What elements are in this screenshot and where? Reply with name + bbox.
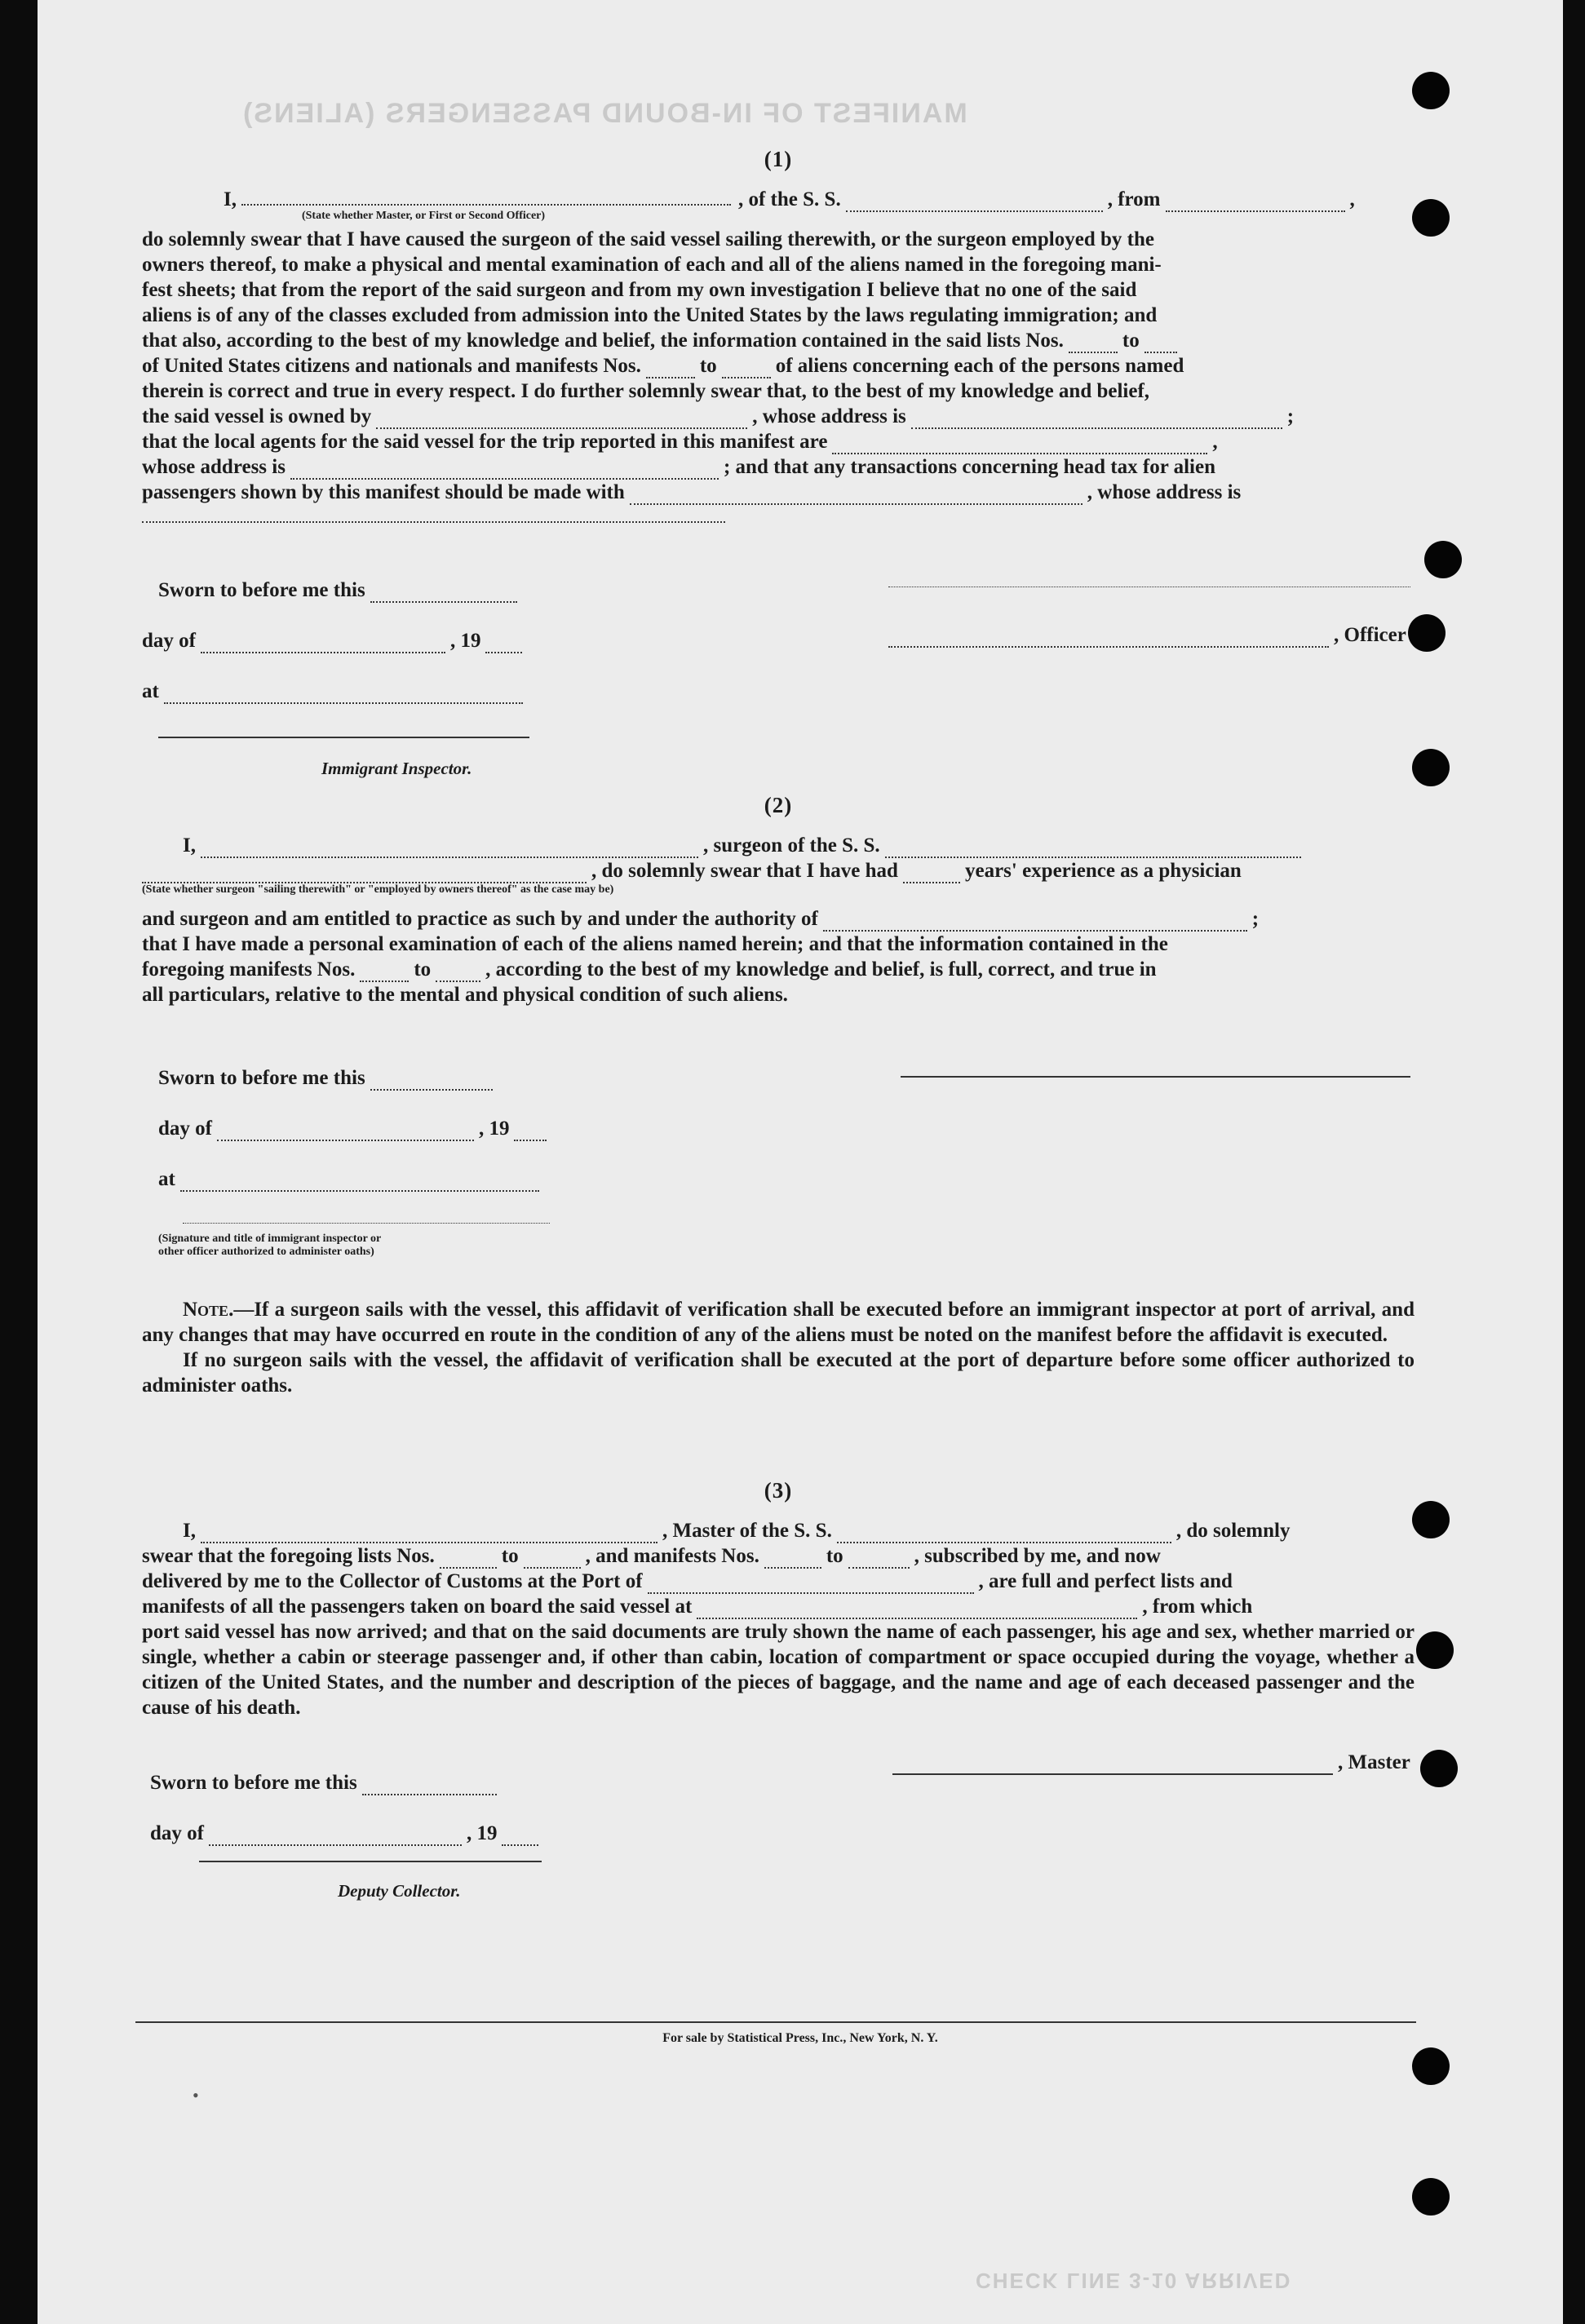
correct-line: therein is correct and true in every respect. I do further solemnly swear that, to the best of my knowledge and belief, [142, 380, 1150, 402]
years-field[interactable] [903, 865, 960, 883]
note-block [142, 1297, 1415, 1398]
surgeon-manifests-from-field[interactable] [360, 964, 409, 982]
section-1-line-3: fest sheets; that from the report of the said surgeon and from my own investigation I believe that no one of the said [142, 279, 1137, 301]
head-tax-contact-field[interactable] [630, 487, 1082, 505]
bleed-through-header: MANIFEST OF IN-BOUND PASSENGERS (ALIENS) [241, 98, 967, 129]
punch-hole [1412, 1501, 1450, 1538]
subscribed-label: , subscribed by me, and now [914, 1545, 1161, 1567]
note-paragraph-1 [142, 1297, 1415, 1348]
lists-from-field[interactable] [1069, 335, 1118, 353]
deputy-collector-signature-line[interactable] [199, 1861, 542, 1862]
day-of-label: day of [142, 630, 196, 652]
from-which-label: , from which [1142, 1596, 1253, 1618]
sworn-date-field[interactable] [370, 1073, 493, 1091]
to-label: to [501, 1545, 519, 1567]
day-of-row [142, 603, 566, 653]
according-label: , according to the best of my knowledge and belief, is full, correct, and true in [485, 958, 1157, 981]
section-3 [142, 1478, 1415, 1916]
year-label: , 19 [449, 630, 481, 652]
year-label: , 19 [478, 1118, 510, 1140]
citizens-line: of United States citizens and nationals and manifests Nos. [142, 355, 641, 377]
passengers-row [142, 480, 1415, 505]
manifests-to-field[interactable] [722, 361, 771, 378]
years-experience-label: years' experience as a physician [964, 860, 1242, 882]
i-label: I, [183, 834, 196, 857]
semicolon: ; [1251, 908, 1260, 930]
surgeon-status-field[interactable] [142, 865, 587, 883]
day-of-field[interactable] [201, 635, 445, 653]
sworn-row [158, 1040, 566, 1091]
personal-exam-line: that I have made a personal examination of each of the aliens named herein; and that the information contained in the [142, 933, 1168, 955]
officer-signature-line-2[interactable] [888, 630, 1329, 648]
and-manifests-label: , and manifests Nos. [585, 1545, 759, 1567]
master-lists-to-field[interactable] [524, 1551, 581, 1569]
affidavit-form [142, 147, 1415, 1916]
section-1-first-line: I, (State whether Master, or First or Second Officer) , of the S. S. , from , [224, 188, 1355, 222]
owner-address-field[interactable] [911, 411, 1282, 429]
authority-field[interactable] [823, 914, 1247, 932]
surgeon-row [183, 833, 1415, 858]
section-1-line-4: aliens is of any of the classes excluded from admission into the United States by the laws regulating immigration; and [142, 304, 1158, 326]
master-name-field[interactable] [201, 1525, 657, 1543]
all-particulars-line: all particulars, relative to the mental and physical condition of such aliens. [142, 984, 788, 1006]
manifest-page [38, 0, 1563, 2324]
at-place-field[interactable] [164, 686, 523, 704]
i-label: I, [224, 188, 237, 210]
section-1-line-5: that also, according to the best of my knowledge and belief, the information contained in the said lists Nos. [142, 330, 1064, 352]
manifests-all-label: manifests of all the passengers taken on board the said vessel at [142, 1596, 693, 1618]
master-row [183, 1518, 1415, 1543]
inspector-signature-line[interactable] [183, 1223, 550, 1224]
punch-hole [1412, 2178, 1450, 2216]
owned-by-row: the said vessel is owned by , whose address is ; [142, 405, 1295, 427]
at-place-field[interactable] [180, 1174, 539, 1192]
delivered-row [142, 1569, 1415, 1594]
master-manifests-from-field[interactable] [764, 1551, 821, 1569]
sworn-row [158, 552, 566, 603]
punch-hole [1412, 749, 1450, 786]
entitled-label: and surgeon and am entitled to practice as such by and under the authority of [142, 908, 818, 930]
surgeon-of-label: , surgeon of the S. S. [702, 834, 880, 857]
passengers-address-row [142, 505, 1415, 523]
vessel-name-field[interactable] [846, 194, 1103, 212]
to-label: to [699, 355, 717, 377]
agents-field[interactable] [832, 436, 1207, 454]
of-ss-label: , of the S. S. [737, 188, 841, 210]
note-text-2: If no surgeon sails with the vessel, the affidavit of verification shall be executed at the port of departure before some officer authorized to administer oaths. [142, 1349, 1415, 1397]
swear-had-label: , do solemnly swear that I have had [591, 860, 898, 882]
inspector-signature-line[interactable] [158, 737, 529, 738]
full-perfect-label: , are full and perfect lists and [978, 1570, 1233, 1592]
punch-hole [1412, 199, 1450, 237]
surgeon-name-field[interactable] [201, 840, 698, 858]
head-tax-label: ; and that any transactions concerning head tax for alien [723, 456, 1215, 478]
from-label: , from [1107, 188, 1161, 210]
sworn-date-field[interactable] [362, 1777, 497, 1795]
surgeon-status-row [142, 858, 1415, 883]
footer-rule [135, 2021, 1416, 2023]
master-label: , Master [1338, 1751, 1410, 1773]
sworn-date-field[interactable] [370, 585, 517, 603]
swear-lists-label: swear that the foregoing lists Nos. [142, 1545, 435, 1567]
ink-speck: • [193, 2085, 199, 2105]
master-manifests-to-field[interactable] [848, 1551, 910, 1569]
punch-hole [1420, 1750, 1458, 1787]
day-of-field[interactable] [217, 1123, 474, 1141]
section-1-manifests-row [142, 353, 1415, 378]
foregoing-row [142, 957, 1415, 982]
agents-address-row [142, 454, 1415, 480]
agents-label: that the local agents for the said vessel for the trip reported in this manifest are [142, 431, 828, 453]
master-lists-from-field[interactable] [440, 1551, 497, 1569]
swear-lists-row [142, 1543, 1415, 1569]
signature-caption-1: (Signature and title of immigrant inspector or [158, 1233, 382, 1245]
passengers-label: passengers shown by this manifest should be made with [142, 481, 625, 503]
embark-port-field[interactable] [697, 1601, 1137, 1619]
punch-hole [1416, 1631, 1454, 1669]
note-label: Note. [183, 1299, 234, 1321]
year-field[interactable] [502, 1828, 538, 1846]
section-1-lists-row [142, 328, 1415, 353]
section-2-jurat [142, 1040, 1415, 1256]
signature-caption-2: other officer authorized to administer oaths) [158, 1246, 374, 1258]
agents-address-field[interactable] [290, 462, 719, 480]
officer-rank-caption: (State whether Master, or First or Second Officer) [301, 210, 546, 222]
to-label: to [1122, 330, 1140, 352]
to-label: to [414, 958, 432, 981]
year-field[interactable] [514, 1123, 547, 1141]
to-label: to [826, 1545, 843, 1567]
section-2 [142, 793, 1415, 1398]
do-solemnly-label: , do solemnly [1175, 1520, 1291, 1542]
section-1-line-2: owners thereof, to make a physical and mental examination of each and all of the aliens named in the foregoing mani- [142, 254, 1162, 276]
note-text: —If a surgeon sails with the vessel, this affidavit of verification shall be executed before an immigrant inspector at port of arrival, and any changes that may have occurred en route in the condition of any of the aliens must be noted on the manifest before the affidavit is executed. [142, 1299, 1415, 1346]
port-field[interactable] [648, 1576, 974, 1594]
lists-to-field[interactable] [1144, 335, 1177, 353]
officer-name-field[interactable] [237, 187, 738, 222]
day-of-row [158, 1091, 566, 1141]
at-row [158, 1141, 566, 1192]
at-label: at [142, 680, 159, 702]
at-label: at [158, 1168, 175, 1190]
section-1-number: (1) [764, 147, 793, 171]
section-3-body: port said vessel has now arrived; and that on the said documents are truly shown the name of each passenger, his age and sex, whether married or single, whether a cabin or steerage passenger and, if other than cabin, location of compartment or space occupied during the voyage, whether a citizen of the United States, and the number and description of the pieces of baggage, and the name and age of each deceased passenger and the cause of his death. [142, 1621, 1415, 1719]
master-signature-line[interactable] [892, 1757, 1333, 1775]
section-1 [142, 147, 1415, 785]
sworn-label: Sworn to before me this [150, 1772, 357, 1794]
master-vessel-field[interactable] [837, 1525, 1171, 1543]
sworn-label: Sworn to before me this [158, 1067, 365, 1089]
punch-hole [1412, 2047, 1450, 2085]
manifests-all-row [142, 1594, 1415, 1619]
address-label: , whose address is [1087, 481, 1242, 503]
punch-hole [1424, 541, 1462, 578]
section-3-number: (3) [764, 1478, 793, 1503]
sworn-label: Sworn to before me this [158, 579, 365, 601]
note-paragraph-2 [142, 1348, 1415, 1398]
section-2-number: (2) [764, 793, 793, 817]
officer-label: , Officer [1334, 624, 1406, 646]
bleed-through-stamp: CHECK LINE 3-10 ARRIVED [976, 2269, 1292, 2293]
punch-hole [1412, 72, 1450, 109]
surgeon-vessel-field[interactable] [885, 840, 1301, 858]
owned-by-label: the said vessel is owned by [142, 405, 372, 427]
immigrant-inspector-caption: Immigrant Inspector. [321, 759, 472, 778]
section-1-line-1: do solemnly swear that I have caused the surgeon of the said vessel sailing therewith, or the surgeon employed by the [142, 228, 1154, 250]
surgeon-status-caption: (State whether surgeon "sailing therewith" or "employed by owners thereof" as the case may be) [142, 883, 614, 896]
day-of-field[interactable] [209, 1828, 462, 1846]
i-label: I, [183, 1520, 196, 1542]
address-label: whose address is [142, 456, 286, 478]
year-label: , 19 [466, 1822, 498, 1844]
manifests-from-field[interactable] [646, 361, 695, 378]
sworn-row [150, 1745, 558, 1795]
at-row [142, 653, 566, 704]
owner-field[interactable] [376, 411, 747, 429]
delivered-label: delivered by me to the Collector of Customs at the Port of [142, 1570, 643, 1592]
day-of-label: day of [150, 1822, 204, 1844]
head-tax-address-field[interactable] [142, 505, 725, 523]
address-label: , whose address is [752, 405, 906, 427]
printer-credit: For sale by Statistical Press, Inc., New York, N. Y. [662, 2031, 938, 2045]
deputy-collector-caption: Deputy Collector. [338, 1881, 461, 1901]
agents-row: that the local agents for the said vessel for the trip reported in this manifest are , [142, 431, 1218, 453]
master-of-label: , Master of the S. S. [662, 1520, 832, 1542]
from-port-field[interactable] [1166, 194, 1345, 212]
year-field[interactable] [485, 635, 522, 653]
entitled-row [142, 906, 1415, 932]
aliens-line: of aliens concerning each of the persons named [775, 355, 1184, 377]
foregoing-label: foregoing manifests Nos. [142, 958, 356, 981]
section-1-jurat [142, 552, 1415, 785]
day-of-label: day of [158, 1118, 212, 1140]
surgeon-signature-line[interactable] [901, 1076, 1410, 1078]
section-3-jurat [142, 1745, 1415, 1916]
day-of-row [150, 1795, 558, 1846]
surgeon-manifests-to-field[interactable] [436, 964, 480, 982]
